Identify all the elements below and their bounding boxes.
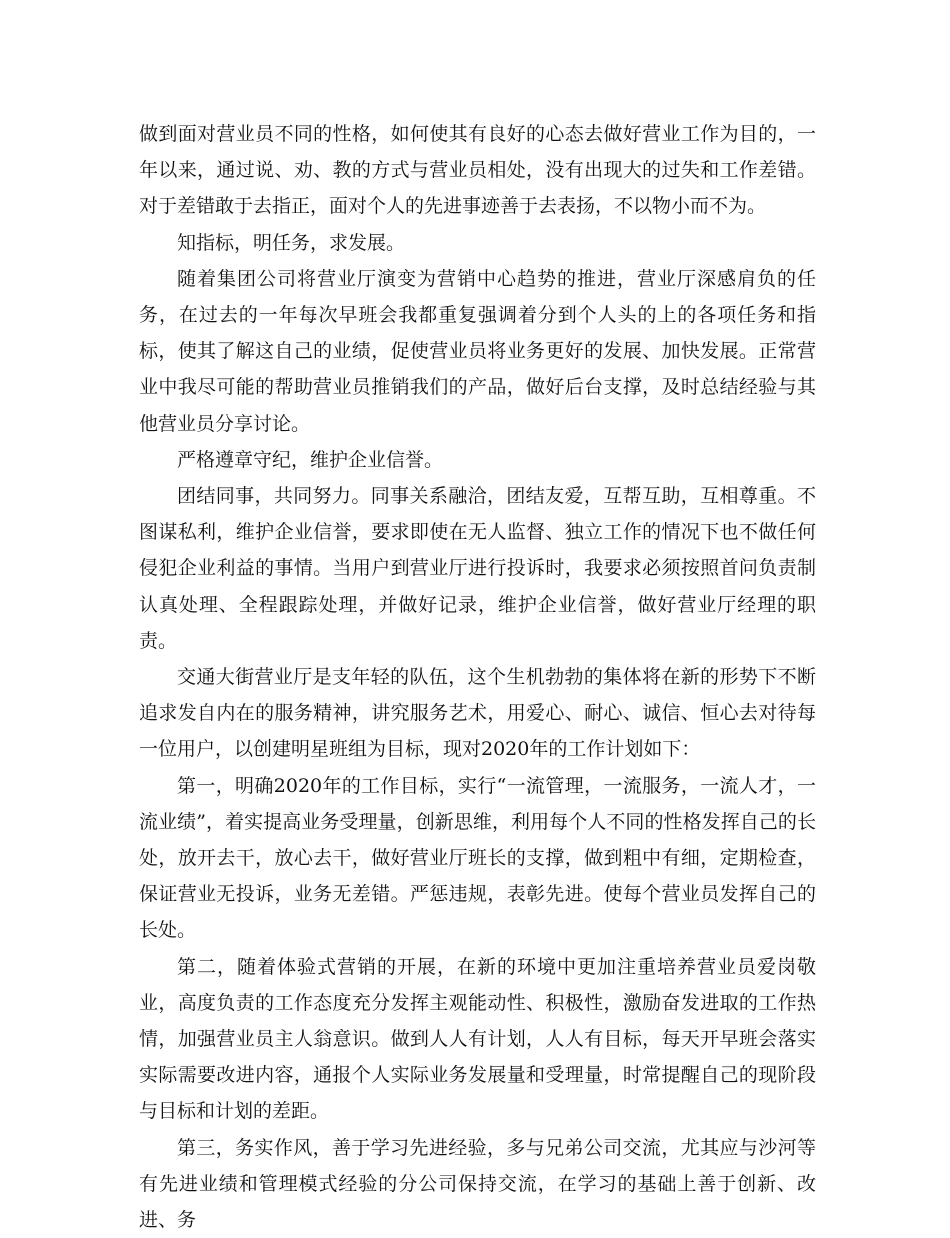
paragraph: 第一，明确2020年的工作目标，实行“一流管理，一流服务，一流人才，一流业绩”，着实提高业务受理量，创新思维，利用每个人不同的性格发挥自己的长处，放开去干，放心去干，做好营业厅班长的支撑，做到粗中有细，定期检查，保证营业无投诉，业务无差错。严惩违规，表彰先进。使每个营业员发挥自己的长处。: [139, 774, 816, 942]
paragraph: 第三，务实作风，善于学习先进经验，多与兄弟公司交流，尤其应与沙河等有先进业绩和管理模式经验的分公司保持交流，在学习的基础上善于创新、改进、务: [139, 1136, 816, 1232]
paragraph: 知指标，明任务，求发展。: [177, 231, 406, 254]
paragraph: 随着集团公司将营业厅演变为营销中心趋势的推进，营业厅深感肩负的任务，在过去的一年每次早班会我都重复强调着分到个人头的上的各项任务和指标，使其了解这自己的业绩，促使营业员将业务更好的发展、加快发展。正常营业中我尽可能的帮助营业员推销我们的产品，做好后台支撑，及时总结经验与其他营业员分享讨论。: [139, 267, 816, 435]
document-body: [139, 116, 816, 1238]
paragraph: 团结同事，共同努力。同事关系融洽，团结友爱，互帮互助，互相尊重。不图谋私利，维护企业信誉，要求即使在无人监督、独立工作的情况下也不做任何侵犯企业利益的事情。当用户到营业厅进行投诉时，我要求必须按照首问负责制认真处理、全程跟踪处理，并做好记录，维护企业信誉，做好营业厅经理的职责。: [139, 485, 816, 652]
paragraph: 第二，随着体验式营销的开展，在新的环境中更加注重培养营业员爱岗敬业，高度负责的工作态度充分发挥主观能动性、积极性，激励奋发进取的工作热情，加强营业员主人翁意识。做到人人有计划，人人有目标，每天开早班会落实实际需要改进内容，通报个人实际业务发展量和受理量，时常提醒自己的现阶段与目标和计划的差距。: [139, 955, 816, 1123]
paragraph: 做到面对营业员不同的性格，如何使其有良好的心态去做好营业工作为目的，一年以来，通过说、劝、教的方式与营业员相处，没有出现大的过失和工作差错。对于差错敢于去指正，面对个人的先进事迹善于去表扬，不以物小而不为。: [139, 123, 816, 218]
paragraph: 严格遵章守纪，维护企业信誉。: [177, 448, 444, 471]
paragraph: 交通大街营业厅是支年轻的队伍，这个生机勃勃的集体将在新的形势下不断追求发自内在的服务精神，讲究服务艺术，用爱心、耐心、诚信、恒心去对待每一位用户，以创建明星班组为目标，现对2020年的工作计划如下：: [139, 666, 816, 761]
